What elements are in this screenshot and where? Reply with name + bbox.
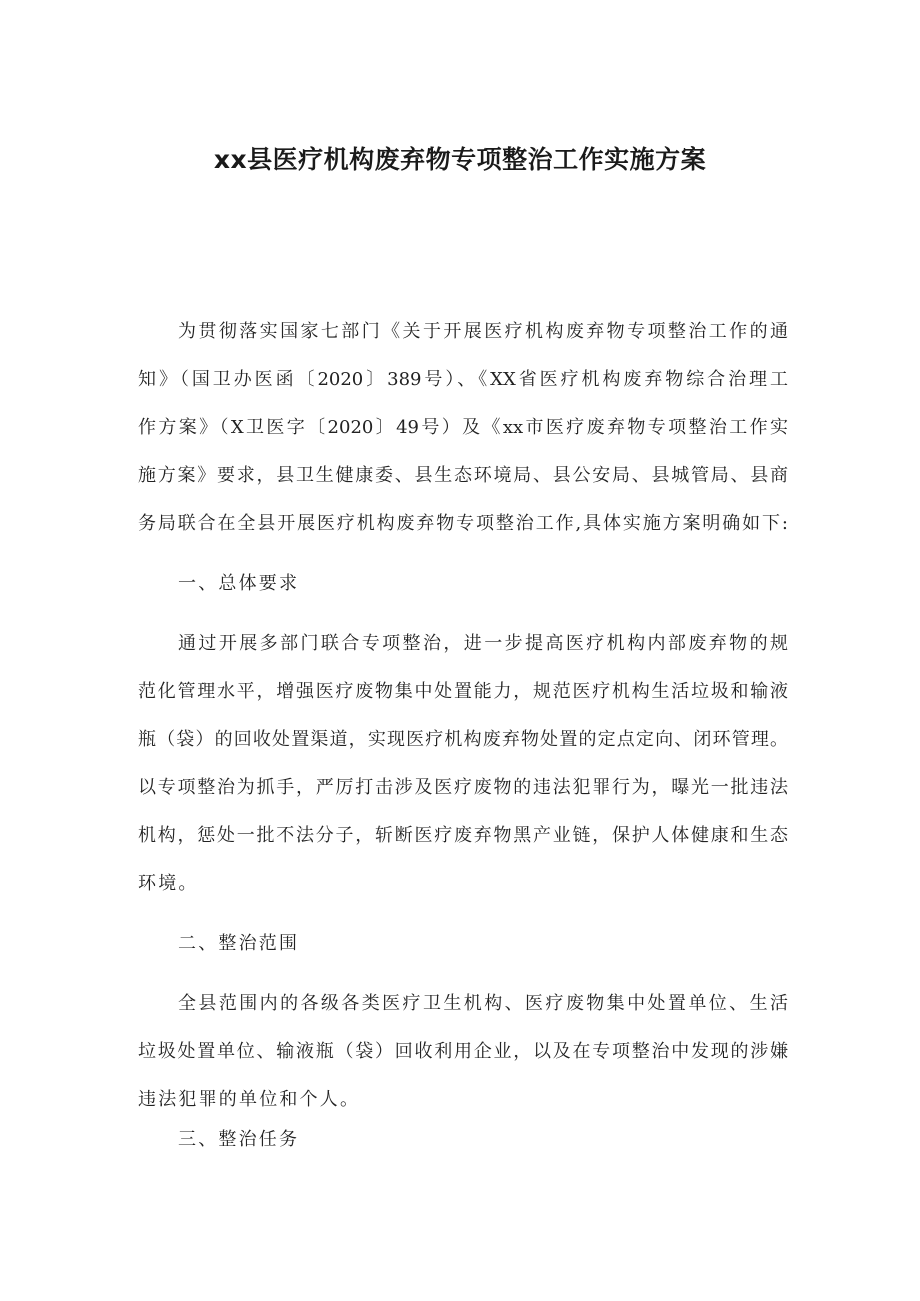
section1-line-5: 机构，惩处一批不法分子，斩断医疗废弃物黑产业链，保护人体健康和生态 (138, 825, 788, 846)
section-heading-scope: 二、整治范围 (178, 933, 300, 954)
section1-line-2: 范化管理水平，增强医疗废物集中处置能力，规范医疗机构生活垃圾和输液 (138, 681, 788, 702)
intro-line-4: 施方案》要求，县卫生健康委、县生态环境局、县公安局、县城管局、县商 (138, 465, 788, 486)
intro-line-2: 知》（国卫办医函〔2020〕389号）、《XX省医疗机构废弃物综合治理工 (138, 369, 788, 390)
section2-line-2: 垃圾处置单位、输液瓶（袋）回收利用企业，以及在专项整治中发现的涉嫌 (138, 1041, 788, 1062)
section1-line-4: 以专项整治为抓手，严厉打击涉及医疗废物的违法犯罪行为，曝光一批违法 (138, 777, 788, 798)
intro-line-5: 务局联合在全县开展医疗机构废弃物专项整治工作,具体实施方案明确如下: (138, 513, 788, 534)
section-heading-tasks: 三、整治任务 (178, 1129, 300, 1150)
section1-line-6: 环境。 (138, 873, 199, 894)
intro-line-1: 为贯彻落实国家七部门《关于开展医疗机构废弃物专项整治工作的通 (178, 321, 788, 342)
section2-line-1: 全县范围内的各级各类医疗卫生机构、医疗废物集中处置单位、生活 (178, 993, 788, 1014)
intro-line-3: 作方案》（X卫医字〔2020〕49号）及《xx市医疗废弃物专项整治工作实 (138, 417, 788, 438)
section1-line-1: 通过开展多部门联合专项整治，进一步提高医疗机构内部废弃物的规 (178, 633, 788, 654)
section2-line-3: 违法犯罪的单位和个人。 (138, 1089, 361, 1110)
section1-line-3: 瓶（袋）的回收处置渠道，实现医疗机构废弃物处置的定点定向、闭环管理。 (138, 729, 788, 750)
document-title: xx县医疗机构废弃物专项整治工作实施方案 (213, 145, 707, 174)
section-heading-general-requirements: 一、总体要求 (178, 573, 300, 594)
